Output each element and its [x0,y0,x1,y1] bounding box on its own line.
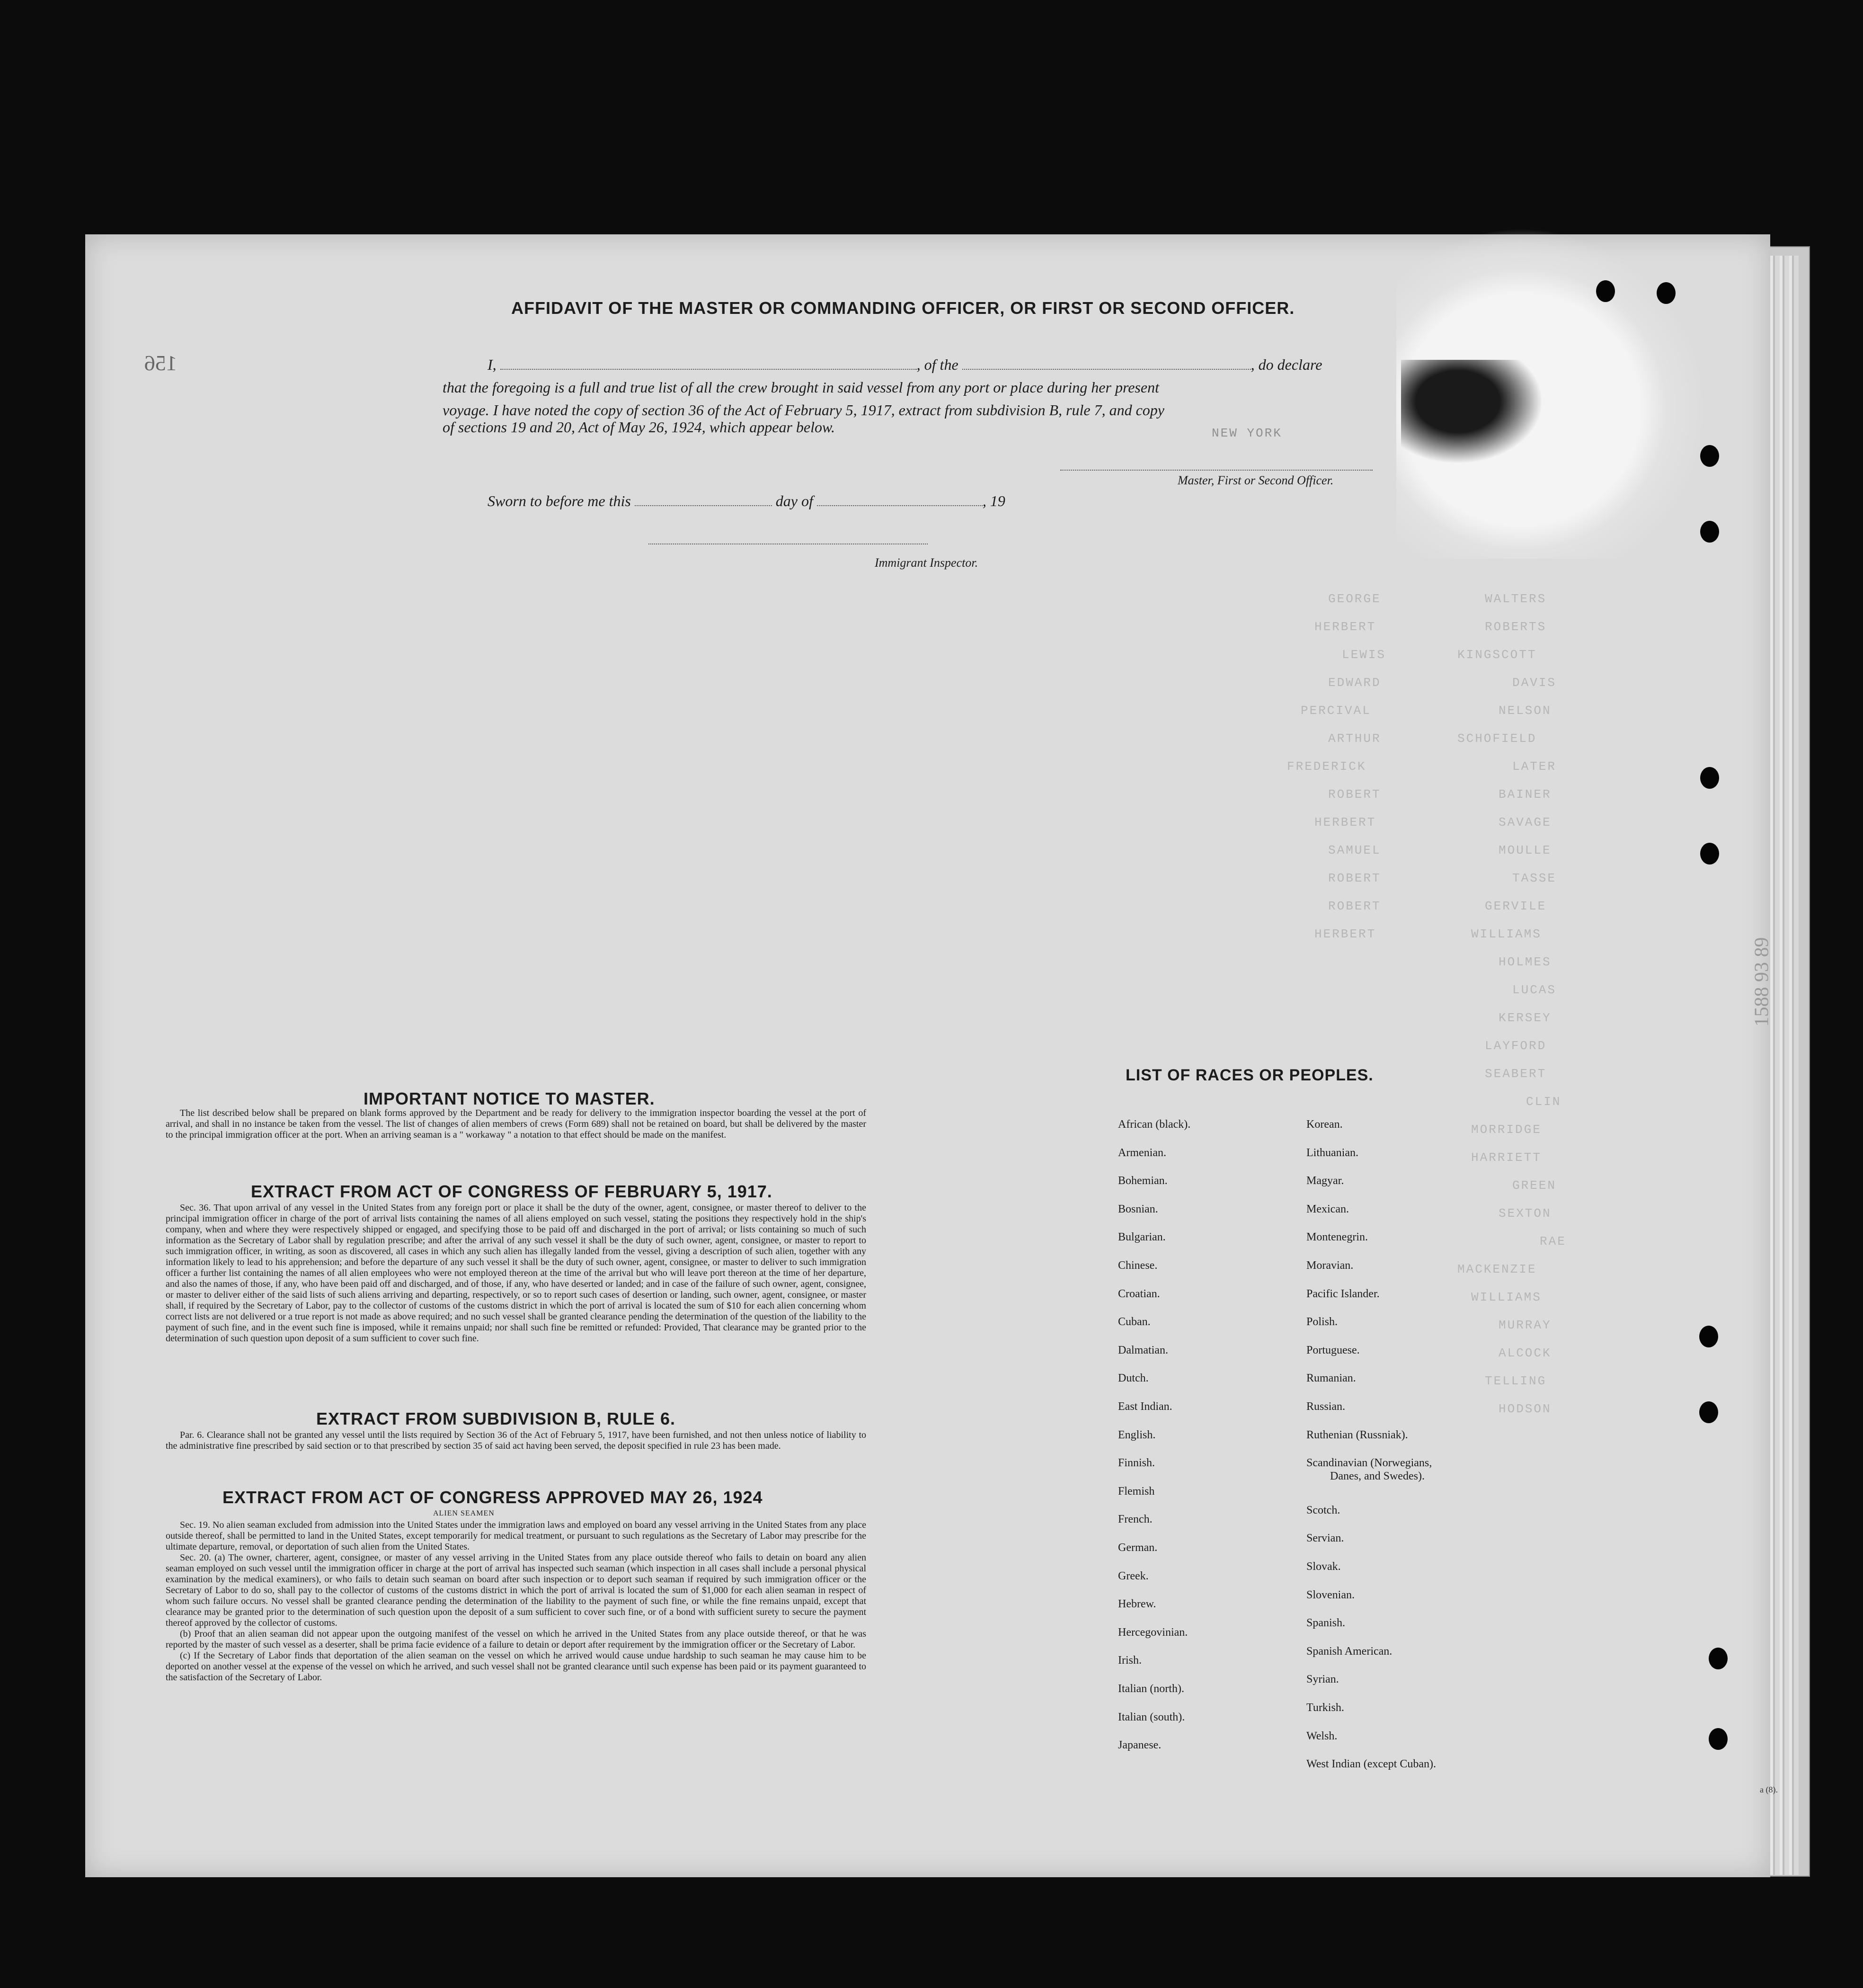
show-through-surname: HODSON [1499,1402,1552,1416]
show-through-surname: NELSON [1499,704,1552,718]
master-label: Master, First or Second Officer. [1178,473,1334,487]
race-item: Bosnian. [1118,1203,1158,1215]
extract-1924-text [166,1520,866,1683]
show-through-port: NEW YORK [1212,426,1282,440]
extract-1917-title: EXTRACT FROM ACT OF CONGRESS OF FEBRUARY 5, 1917. [251,1182,772,1201]
form-number: a (8). [1760,1785,1778,1794]
race-item: Scandinavian (Norwegians, [1306,1457,1432,1470]
show-through-given-name: GEORGE [1328,592,1381,606]
race-item: Korean. [1306,1118,1343,1131]
section-19-paragraph: Sec. 19. No alien seaman excluded from admission into the United States under the immigration laws and employed on board any vessel arriving in the United States from any place outside thereof, shall be permitted to land in the United States, except temporarily for medical treatment, or pursuant to such regulations as the Secretary of Labor may prescribe for the ultimate departure, removal, or deportation of such alien from the United States. [166,1520,866,1552]
race-item: Spanish. [1306,1617,1346,1630]
show-through-given-name: ROBERT [1328,899,1381,913]
race-item: Slovenian. [1306,1588,1355,1601]
affidavit-i: I, [488,356,497,373]
race-item: West Indian (except Cuban). [1306,1758,1436,1771]
race-item: Hercegovinian. [1118,1626,1188,1639]
races-title: LIST OF RACES OR PEOPLES. [1126,1066,1374,1084]
race-item: Portuguese. [1306,1344,1360,1356]
day-of-text: day of [775,492,813,509]
vessel-blank [962,369,1251,370]
show-through-surname: GREEN [1512,1178,1557,1193]
show-through-surname: WALTERS [1485,592,1547,606]
section-20b-paragraph: (b) Proof that an alien seaman did not appear upon the outgoing manifest of the vessel on which he arrived in the United States from any place outside thereof, or that he was reported by the master of such vessel as a deserter, shall be prima facie evidence of a failure to detain or deport after requirement by the immigration officer or the Secretary of Labor. [166,1629,866,1650]
show-through-given-name: LEWIS [1342,648,1386,662]
show-through-surname: WILLIAMS [1471,1290,1542,1304]
show-through-given-name: HERBERT [1314,620,1376,634]
race-item: Montenegrin. [1306,1231,1368,1244]
race-item: Servian. [1306,1532,1344,1545]
affidavit-line-2: that the foregoing is a full and true list of all the crew brought in said vessel from any port or place during her present [443,379,1159,396]
section-36-paragraph: Sec. 36. That upon arrival of any vessel in the United States from any foreign port or place it shall be the duty of the owner, agent, consignee, or master thereof to deliver to the principal immigration officer in charge of the port of arrival lists containing the names of all aliens employed on such vessel, stating the positions they respectively hold in the ship's company, when and where they were respectively shipped or engaged, and specifying those to be paid off and discharged in the port of arrival; or lists containing so much of such information as the Secretary of Labor shall by regulation prescribe; and after the arrival of any such vessel it shall be the duty of such owner, agent, consignee, or master to report to such immigration officer, in writing, as soon as discovered, all cases in which any such alien has illegally landed from the vessel, giving a description of such alien, together with any information likely to lead to his apprehension; and before the departure of any such vessel it shall be the duty of such owner, agent, consignee, or master to deliver to such immigration officer a further list containing the names of all alien employees who were not employed thereon at the time of the arrival but who will leave port thereon at the time of her departure, and also the names of those, if any, who have been paid off and discharged, and of those, if any, who have deserted or landed; and in case of the failure of such owner, agent, consignee, or master to deliver either of the said lists of such aliens arriving and departing, respectively, or so to report such cases of desertion or landing, such owner, agent, consignee, or master shall, if required by the Secretary of Labor, pay to the collector of customs of the customs district in which the port of arrival is located the sum of $10 for each alien concerning whom correct lists are not delivered or a true report is not made as above required; and no such vessel shall be granted clearance pending the determination of the question of the liability to the payment of such fine, and in the event such fine is imposed, while it remains unpaid; nor shall such fine be remitted or refunded: Provided, That clearance may be granted prior to the determination of such question upon deposit of a sum sufficient to cover such fine. [166,1203,866,1344]
show-through-surname: SEABERT [1485,1067,1547,1081]
race-item: Syrian. [1306,1673,1339,1686]
race-item: Lithuanian. [1306,1146,1358,1159]
race-item: Irish. [1118,1654,1142,1667]
alien-seamen-subtitle: ALIEN SEAMEN [433,1509,495,1517]
show-through-surname: KINGSCOTT [1457,648,1537,662]
show-through-given-name: SAMUEL [1328,843,1381,857]
race-item: Japanese. [1118,1739,1162,1752]
show-through-surname: MOULLE [1499,843,1552,857]
sworn-line [488,492,1005,510]
race-item: Turkish. [1306,1702,1344,1714]
year-prefix: , 19 [982,492,1005,509]
show-through-given-name: FREDERICK [1287,759,1366,774]
punch-hole [1700,767,1719,789]
show-through-surname: HARRIETT [1471,1150,1542,1165]
archive-stamp: 1588 93 89 [1751,937,1773,1027]
race-item: Magyar. [1306,1175,1344,1187]
race-item: French. [1118,1513,1153,1526]
show-through-surname: KERSEY [1499,1011,1552,1025]
punch-hole [1657,282,1676,304]
notice-title: IMPORTANT NOTICE TO MASTER. [364,1089,655,1108]
show-through-given-name: PERCIVAL [1301,704,1371,718]
affidavit-declare: , do declare [1251,356,1322,373]
show-through-surname: TELLING [1485,1374,1547,1388]
race-item: Danes, and Swedes). [1330,1470,1425,1483]
master-signature-line [1060,470,1373,471]
race-item: Ruthenian (Russniak). [1306,1428,1408,1441]
race-item: Italian (south). [1118,1711,1185,1723]
race-item: East Indian. [1118,1400,1172,1413]
punch-hole [1700,521,1719,543]
race-item: Armenian. [1118,1146,1166,1159]
inspector-label: Immigrant Inspector. [875,556,978,570]
show-through-given-name: EDWARD [1328,676,1381,690]
race-item: German. [1118,1542,1158,1554]
race-item: Moravian. [1306,1259,1354,1272]
show-through-surname: WILLIAMS [1471,927,1542,941]
section-20a-paragraph: Sec. 20. (a) The owner, charterer, agent, consignee, or master of any vessel arriving in the United States from any place outside thereof who fails to detain on board any alien seaman employed on such vessel until the immigration officer in charge at the port of arrival has inspected such seaman (which inspection in all cases shall include a personal physical examination by the medical examiners), or who fails to detain such seaman on board after such inspection or to deport such seaman if required by such immigration officer or the Secretary of Labor to do so, shall pay to the collector of customs of the customs district in which the port of arrival is located the sum of $1,000 for each alien seaman in respect of whom such failure occurs. No vessel shall be granted clearance pending the determination of the liability to the payment of such fine, or while the fine remains unpaid, except that clearance may be granted prior to the determination of such question upon the deposit of a sum sufficient to cover such fine, or of a bond with sufficient surety to secure the payment thereof approved by the collector of customs. [166,1552,866,1628]
punch-hole [1709,1728,1728,1750]
race-item: Dutch. [1118,1372,1149,1385]
race-item: Spanish American. [1306,1645,1393,1658]
show-through-surname: MORRIDGE [1471,1123,1542,1137]
show-through-surname: LAYFORD [1485,1039,1547,1053]
race-item: Chinese. [1118,1259,1158,1272]
race-item: Polish. [1306,1316,1338,1328]
punch-hole [1699,1401,1718,1423]
race-item: Cuban. [1118,1316,1151,1328]
show-through-given-name: ROBERT [1328,871,1381,885]
show-through-surname: ROBERTS [1485,620,1547,634]
punch-hole [1699,1326,1718,1347]
show-through-surname: LUCAS [1512,983,1557,997]
day-blank [635,505,772,506]
paragraph-6: Par. 6. Clearance shall not be granted any vessel until the lists required by Section 36 of the Act of February 5, 1917, have been furnished, and not then unless notice of liability to the administrative fine prescribed by said section or to that prescribed by section 35 of said act having been served, the deposit specified in rule 23 has been made. [166,1430,866,1451]
notice-text [166,1108,866,1141]
race-item: Mexican. [1306,1203,1349,1215]
race-item: African (black). [1118,1118,1191,1131]
show-through-surname: BAINER [1499,787,1552,802]
name-blank [500,369,917,370]
race-item: Croatian. [1118,1287,1160,1300]
race-item: Flemish [1118,1485,1155,1498]
show-through-surname: CLIN [1526,1095,1561,1109]
race-item: Finnish. [1118,1457,1155,1470]
page-number: 156 [144,351,177,375]
affidavit-of-the: , of the [916,356,958,373]
torn-corner-shadow [1401,360,1543,464]
show-through-surname: SAVAGE [1499,815,1552,829]
show-through-surname: SEXTON [1499,1206,1552,1221]
show-through-surname: ALCOCK [1499,1346,1552,1360]
race-item: Scotch. [1306,1504,1340,1516]
extract-1917-text [166,1203,866,1344]
race-item: Pacific Islander. [1306,1287,1380,1300]
punch-hole [1596,280,1615,302]
subdivision-title: EXTRACT FROM SUBDIVISION B, RULE 6. [316,1409,676,1428]
show-through-surname: TASSE [1512,871,1557,885]
extract-1924-title: EXTRACT FROM ACT OF CONGRESS APPROVED MAY 26, 1924 [222,1488,763,1507]
show-through-surname: DAVIS [1512,676,1557,690]
affidavit-line-1 [488,356,1322,374]
punch-hole [1700,843,1719,865]
show-through-surname: HOLMES [1499,955,1552,969]
race-item: Slovak. [1306,1560,1341,1573]
show-through-surname: RAE [1540,1234,1566,1248]
race-item: Hebrew. [1118,1598,1156,1611]
show-through-surname: MURRAY [1499,1318,1552,1332]
section-20c-paragraph: (c) If the Secretary of Labor finds that deportation of the alien seaman on the vessel on which he arrived would cause undue hardship to such seaman he may cause him to be deported on another vessel at the expense of the vessel on which he arrived, and such vessel shall not be granted clearance until such expense has been paid or its payment guaranteed to the satisfaction of the Secretary of Labor. [166,1650,866,1683]
race-item: Bulgarian. [1118,1231,1166,1244]
subdivision-text [166,1430,866,1452]
show-through-given-name: HERBERT [1314,815,1376,829]
show-through-given-name: ROBERT [1328,787,1381,802]
affidavit-title: AFFIDAVIT OF THE MASTER OR COMMANDING OFFICER, OR FIRST OR SECOND OFFICER. [511,298,1295,318]
show-through-surname: LATER [1512,759,1557,774]
race-item: Italian (north). [1118,1683,1184,1695]
race-item: English. [1118,1428,1156,1441]
show-through-surname: SCHOFIELD [1457,731,1537,746]
race-item: Russian. [1306,1400,1346,1413]
sworn-text: Sworn to before me this [488,492,631,509]
notice-paragraph: The list described below shall be prepared on blank forms approved by the Department and be ready for delivery to the immigration inspector boarding the vessel at the port of arrival, and shall in no instance be taken from the vessel. The list of changes of alien members of crews (Form 689) shall not be retained on board, but shall be delivered by the master to the principal immigration officer at the port. When an arriving seaman is a " workaway " a notation to that effect should be made on the manifest. [166,1108,866,1140]
affidavit-line-4: of sections 19 and 20, Act of May 26, 1924, which appear below. [443,419,835,436]
race-item: Rumanian. [1306,1372,1356,1385]
month-blank [817,505,983,506]
race-item: Welsh. [1306,1729,1338,1742]
punch-hole [1700,445,1719,467]
race-item: Dalmatian. [1118,1344,1168,1356]
show-through-surname: MACKENZIE [1457,1262,1537,1276]
affidavit-line-3: voyage. I have noted the copy of section 36 of the Act of February 5, 1917, extract from subdivision B, rule 7, and copy [443,401,1164,419]
show-through-surname: GERVILE [1485,899,1547,913]
show-through-given-name: ARTHUR [1328,731,1381,746]
punch-hole [1709,1648,1728,1669]
race-item: Greek. [1118,1569,1149,1582]
race-item: Bohemian. [1118,1175,1168,1187]
show-through-given-name: HERBERT [1314,927,1376,941]
